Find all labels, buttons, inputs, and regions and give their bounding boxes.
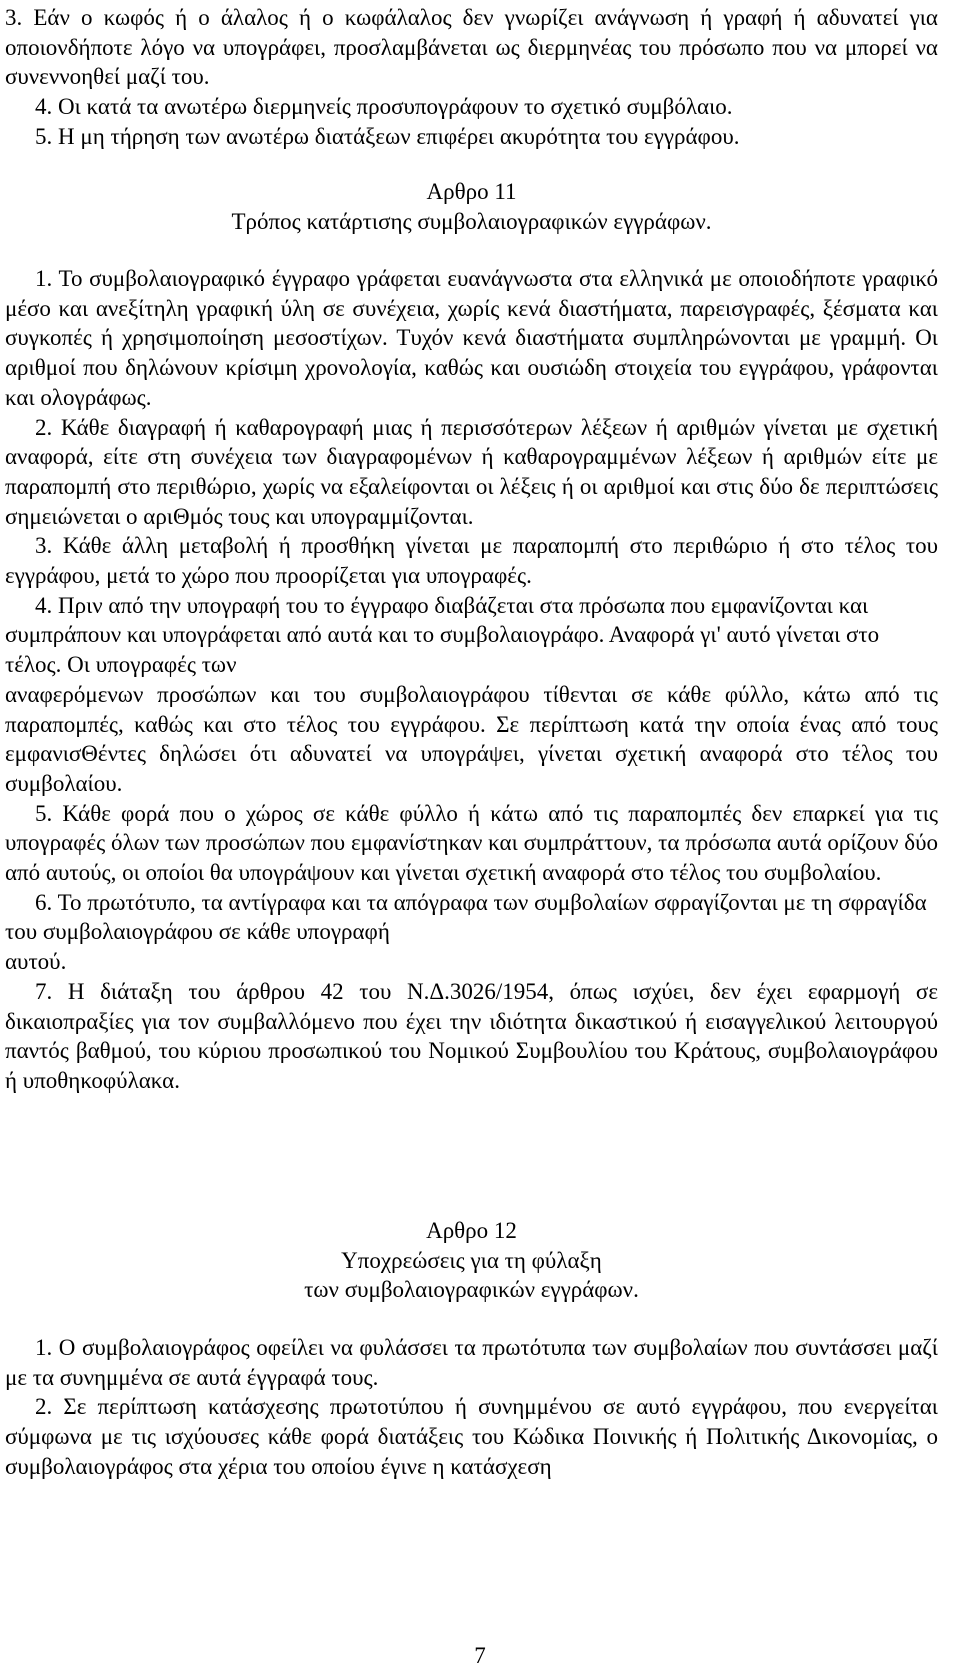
article-11-paragraph-4: 4. Πριν από την υπογραφή του το έγγραφο διαβάζεται στα πρόσωπα που εμφανίζονται και συμπράπουν και υπογράφεται από αυτά και το συμβολαιογράφο. Αναφορά γι' αυτό γίνεται στο τέλος. Οι υπογραφές των <box>5 592 880 678</box>
article-11-paragraph-1: 1. Το συμβολαιογραφικό έγγραφο γράφεται ευανάγνωστα στα ελληνικά με οποιοδήποτε γραφικό μέσο και ανεξίτηλη γραφική ύλη σε συνέχεια, χωρίς κενά διαστήματα, παρεισγραφές, ξέσματα και συγκοπές ή χρησιμοποίηση μεσοστίχων. Τυχόν κενά διαστήματα συμπληρώνονται με γραμμή. Οι αριθμοί που δηλώνουν κρίσιμη χρονολογία, καθώς και ουσιώδη στοιχεία του εγγράφου, γράφονται και ολογράφως. <box>5 266 938 410</box>
article-11-heading <box>5 177 938 236</box>
intro-item-3: 3. Εάν ο κωφός ή ο άλαλος ή ο κωφάλαλος δεν γνωρίζει ανάγνωση ή γραφή ή αδυνατεί για οποιονδήποτε λόγο να υπογράφει, προσλαμβάνεται ως διερμηνέας του πρόσωπο που να μπορεί να συνεννοηθεί μαζί του. <box>5 5 938 90</box>
intro-items <box>5 3 938 152</box>
article-11-title: Τρόπος κατάρτισης συμβολαιογραφικών εγγράφων. <box>231 208 712 234</box>
article-11-paragraph-4-continued: αναφερόμενων προσώπων και του συμβολαιογράφου τίθενται σε κάθε φύλλο, κάτω από τις παραπομπές, καθώς και στο τέλος του εγγράφου. Σε περίπτωση κατά την οποία ένας από τους εμφανισΘέντες δηλώσει ότι αδυνατεί να υπογράψει, γίνεται σχετική αναφορά στο τέλος του συμβολαίου. <box>5 681 938 796</box>
article-12-title-line-2: των συμβολαιογραφικών εγγράφων. <box>304 1277 639 1303</box>
article-11-paragraph-7: 7. Η διάταξη του άρθρου 42 του Ν.Δ.3026/1954, όπως ισχύει, δεν έχει εφαρμογή σε δικαιοπραξίες για τον συμβαλλόμενο που έχει την ιδιότητα δικαστικού ή εισαγγελικού λειτουργού παντός βαθμού, του κύριου προσωπικού του Νομικού Συμβουλίου του Κράτους, συμβολαιογράφου ή υποθηκοφύλακα. <box>5 978 938 1093</box>
article-12-number: Αρθρο 12 <box>426 1218 517 1243</box>
article-12-title-line-1: Υποχρεώσεις για τη φύλαξη <box>341 1247 602 1273</box>
article-11-paragraph-3: 3. Κάθε άλλη μεταβολή ή προσθήκη γίνεται με παραπομπή στο περιθώριο ή στο τέλος του εγγράφου, μετά το χώρο που προορίζεται για υπογραφές. <box>5 533 938 589</box>
article-12-body <box>5 1333 938 1482</box>
article-11-paragraph-5: 5. Κάθε φορά που ο χώρος σε κάθε φύλλο ή κάτω από τις παραπομπές δεν επαρκεί για τις υπογραφές όλων των προσώπων που εμφανίστηκαν και συμπράττουν, τα πρόσωπα αυτά ορίζουν δύο από αυτούς, οι οποίοι θα υπογράψουν και γίνεται σχετική αναφορά στο τέλος του συμβολαίου. <box>5 800 938 886</box>
article-11-paragraph-2: 2. Κάθε διαγραφή ή καθαρογραφή μιας ή περισσότερων λέξεων ή αριθμών γίνεται με σχετική αναφορά, είτε στη συνέχεια των διαγραφομένων ή καθαρογραμμένων λέξεων ή αριθμών είτε με παραπομπή στο περιθώριο, χωρίς να εξαλείφονται οι λέξεις ή οι αριθμοί και στις δύο δε περιπτώσεις σημειώνεται ο αριΘμός τους και υπογραμμίζονται. <box>5 414 938 529</box>
intro-item-4: 4. Οι κατά τα ανωτέρω διερμηνείς προσυπογράφουν το σχετικό συμβόλαιο. <box>35 94 733 120</box>
page-number: 7 <box>474 1643 486 1668</box>
article-11-body <box>5 264 938 1096</box>
article-12-paragraph-1: 1. Ο συμβολαιογράφος οφείλει να φυλάσσει τα πρωτότυπα των συμβολαίων που συντάσσει μαζί με τα συνημμένα σε αυτά έγγραφά τους. <box>5 1335 938 1390</box>
intro-item-5: 5. Η μη τήρηση των ανωτέρω διατάξεων επιφέρει ακυρότητα του εγγράφου. <box>35 123 740 149</box>
article-11-paragraph-6: 6. Το πρωτότυπο, τα αντίγραφα και τα απόγραφα των συμβολαίων σφραγίζονται με τη σφραγίδα του συμβολαιογράφου σε κάθε υπογραφή <box>5 889 927 945</box>
article-12-paragraph-2: 2. Σε περίπτωση κατάσχεσης πρωτοτύπου ή συνημμένου σε αυτό εγγράφου, που ενεργείται σύμφωνα με τις ισχύουσες κάθε φορά διατάξεις του Κώδικα Ποινικής ή Πολιτικής Δικονομίας, ο συμβολαιογράφος στα χέρια του οποίου έγινε η κατάσχεση <box>5 1394 938 1479</box>
article-11-number: Αρθρο 11 <box>426 179 517 204</box>
article-11-paragraph-6-continued: αυτού. <box>5 949 67 975</box>
article-12-heading <box>5 1216 938 1305</box>
